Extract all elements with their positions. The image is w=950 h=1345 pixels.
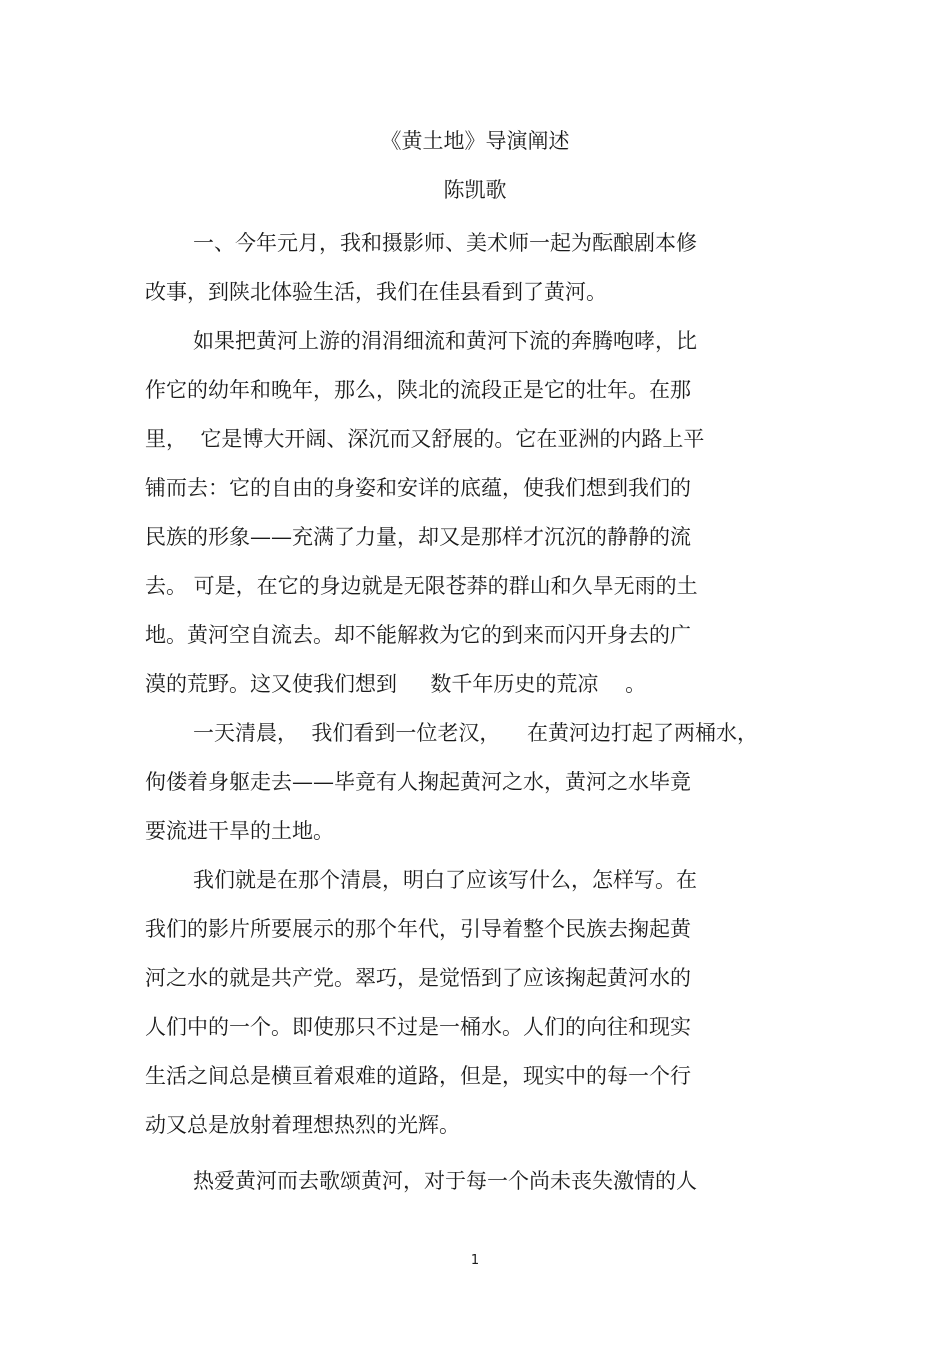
paragraph-line: 河之水的就是共产党。翠巧，是觉悟到了应该掬起黄河水的 <box>145 966 691 990</box>
paragraph-line: 地。黄河空自流去。却不能解救为它的到来而闪开身去的广 <box>145 623 691 647</box>
paragraph-line: 生活之间总是横亘着艰难的道路，但是，现实中的每一个行 <box>145 1064 691 1088</box>
paragraph-line: 热爱黄河而去歌颂黄河，对于每一个尚未丧失激情的人 <box>193 1169 697 1193</box>
paragraph-line: 漠的荒野。这又使我们想到 数千年历史的荒凉 。 <box>145 672 647 696</box>
paragraph-line: 铺而去：它的自由的身姿和安详的底蕴，使我们想到我们的 <box>145 476 691 500</box>
paragraph-line: 动又总是放射着理想热烈的光辉。 <box>145 1113 460 1137</box>
paragraph-line: 要流进干旱的土地。 <box>145 819 334 843</box>
paragraph-line: 如果把黄河上游的涓涓细流和黄河下流的奔腾咆哮，比 <box>193 329 697 353</box>
paragraph-line: 我们就是在那个清晨，明白了应该写什么，怎样写。在 <box>193 868 697 892</box>
paragraph-line: 改事，到陕北体验生活，我们在佳县看到了黄河。 <box>145 280 607 304</box>
paragraph-line: 我们的影片所要展示的那个年代，引导着整个民族去掬起黄 <box>145 917 691 941</box>
paragraph-line: 一、今年元月，我和摄影师、美术师一起为酝酿剧本修 <box>193 231 697 255</box>
page-number: 1 <box>470 1253 480 1268</box>
paragraph-line: 里， 它是博大开阔、深沉而又舒展的。它在亚洲的内路上平 <box>145 427 705 451</box>
paragraph-line: 佝偻着身躯走去——毕竟有人掬起黄河之水，黄河之水毕竟 <box>145 770 691 794</box>
paragraph-line: 民族的形象——充满了力量，却又是那样才沉沉的静静的流 <box>145 525 691 549</box>
paragraph-line: 作它的幼年和晚年，那么，陕北的流段正是它的壮年。在那 <box>145 378 691 402</box>
paragraph-line: 去。 可是，在它的身边就是无限苍莽的群山和久旱无雨的土 <box>145 574 698 598</box>
document-title: 《黄土地》导演阐述 <box>380 129 570 153</box>
document-author: 陈凯歌 <box>443 178 507 202</box>
paragraph-line: 人们中的一个。即使那只不过是一桶水。人们的向往和现实 <box>145 1015 691 1039</box>
paragraph-line: 一天清晨， 我们看到一位老汉， 在黄河边打起了两桶水， <box>193 721 759 745</box>
